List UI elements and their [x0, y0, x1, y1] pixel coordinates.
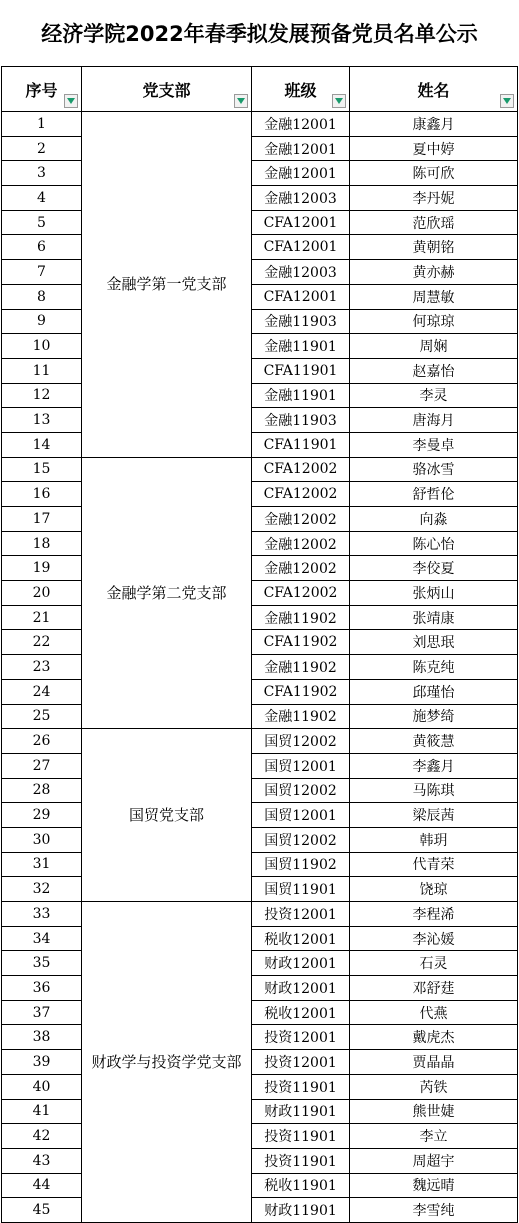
- cell-name[interactable]: 黄亦赫: [350, 260, 518, 285]
- cell-no[interactable]: 27: [2, 753, 82, 778]
- header-no: [2, 67, 82, 112]
- table-row: [2, 581, 518, 606]
- cell-class[interactable]: 国贸11902: [252, 852, 350, 877]
- cell-branch[interactable]: 财政学与投资学党支部: [82, 902, 252, 1223]
- table-row: [2, 852, 518, 877]
- cell-no[interactable]: 38: [2, 1025, 82, 1050]
- cell-name[interactable]: 李雪纯: [350, 1198, 518, 1223]
- cell-no[interactable]: 3: [2, 161, 82, 186]
- cell-no[interactable]: 23: [2, 655, 82, 680]
- table-row: [2, 161, 518, 186]
- cell-branch[interactable]: 国贸党支部: [82, 729, 252, 902]
- table-body: [2, 112, 518, 1223]
- cell-no[interactable]: 26: [2, 729, 82, 754]
- cell-name[interactable]: 饶琼: [350, 877, 518, 902]
- table-row: [2, 235, 518, 260]
- cell-class[interactable]: 投资12001: [252, 1050, 350, 1075]
- header-no-label: 序号: [25, 80, 58, 100]
- header-row: [2, 67, 518, 112]
- cell-no[interactable]: 37: [2, 1000, 82, 1025]
- cell-class[interactable]: 国贸12001: [252, 753, 350, 778]
- cell-name[interactable]: 施梦绮: [350, 704, 518, 729]
- cell-name[interactable]: 刘思珉: [350, 630, 518, 655]
- cell-class[interactable]: 财政12001: [252, 951, 350, 976]
- table-row: [2, 1074, 518, 1099]
- cell-class[interactable]: 投资11901: [252, 1074, 350, 1099]
- cell-no[interactable]: 44: [2, 1173, 82, 1198]
- cell-class[interactable]: 投资11901: [252, 1148, 350, 1173]
- cell-name[interactable]: 夏中婷: [350, 136, 518, 161]
- table-row: [2, 902, 518, 927]
- table-row: [2, 112, 518, 137]
- cell-class[interactable]: 金融11902: [252, 704, 350, 729]
- cell-class[interactable]: CFA12002: [252, 581, 350, 606]
- cell-class[interactable]: 金融12002: [252, 531, 350, 556]
- cell-class[interactable]: 国贸11901: [252, 877, 350, 902]
- cell-name[interactable]: 周超宇: [350, 1148, 518, 1173]
- cell-name[interactable]: 李佼夏: [350, 556, 518, 581]
- table-row: [2, 1173, 518, 1198]
- filter-dropdown-icon[interactable]: [234, 94, 248, 108]
- table-row: [2, 753, 518, 778]
- cell-class[interactable]: 国贸12002: [252, 729, 350, 754]
- cell-name[interactable]: 熊世婕: [350, 1099, 518, 1124]
- cell-class[interactable]: 投资12001: [252, 902, 350, 927]
- header-class-label: 班级: [284, 80, 317, 100]
- cell-name[interactable]: 黄朝铭: [350, 235, 518, 260]
- cell-name[interactable]: 陈心怡: [350, 531, 518, 556]
- cell-class[interactable]: CFA12002: [252, 457, 350, 482]
- cell-class[interactable]: 国贸12002: [252, 827, 350, 852]
- cell-no[interactable]: 9: [2, 309, 82, 334]
- table-row: [2, 1124, 518, 1149]
- cell-name[interactable]: 舒哲伦: [350, 482, 518, 507]
- cell-class[interactable]: 金融12001: [252, 112, 350, 137]
- cell-class[interactable]: 财政11901: [252, 1198, 350, 1223]
- cell-no[interactable]: 2: [2, 136, 82, 161]
- cell-no[interactable]: 25: [2, 704, 82, 729]
- cell-class[interactable]: CFA11902: [252, 679, 350, 704]
- table-row: [2, 432, 518, 457]
- cell-class[interactable]: CFA12001: [252, 235, 350, 260]
- cell-class[interactable]: 金融11903: [252, 408, 350, 433]
- cell-name[interactable]: 李灵: [350, 383, 518, 408]
- cell-name[interactable]: 魏远晴: [350, 1173, 518, 1198]
- cell-name[interactable]: 戴虎杰: [350, 1025, 518, 1050]
- header-name-label: 姓名: [417, 80, 450, 100]
- cell-no[interactable]: 28: [2, 778, 82, 803]
- cell-class[interactable]: 金融12003: [252, 260, 350, 285]
- cell-class[interactable]: 财政11901: [252, 1099, 350, 1124]
- cell-no[interactable]: 42: [2, 1124, 82, 1149]
- cell-no[interactable]: 13: [2, 408, 82, 433]
- cell-class[interactable]: 税收11901: [252, 1173, 350, 1198]
- table-row: [2, 827, 518, 852]
- filter-dropdown-icon[interactable]: [332, 94, 346, 108]
- header-branch: [82, 67, 252, 112]
- table-row: [2, 260, 518, 285]
- cell-class[interactable]: 财政12001: [252, 976, 350, 1001]
- table-row: [2, 1148, 518, 1173]
- cell-no[interactable]: 1: [2, 112, 82, 137]
- table-row: [2, 1025, 518, 1050]
- cell-class[interactable]: 税收12001: [252, 1000, 350, 1025]
- cell-no[interactable]: 20: [2, 581, 82, 606]
- table-row: [2, 186, 518, 211]
- cell-no[interactable]: 22: [2, 630, 82, 655]
- cell-name[interactable]: 韩玥: [350, 827, 518, 852]
- cell-class[interactable]: CFA11902: [252, 630, 350, 655]
- cell-name[interactable]: 唐海月: [350, 408, 518, 433]
- candidate-table: [1, 66, 518, 1223]
- cell-no[interactable]: 39: [2, 1050, 82, 1075]
- cell-name[interactable]: 康鑫月: [350, 112, 518, 137]
- cell-name[interactable]: 李立: [350, 1124, 518, 1149]
- cell-name[interactable]: 黄筱慧: [350, 729, 518, 754]
- cell-name[interactable]: 骆冰雪: [350, 457, 518, 482]
- cell-name[interactable]: 贾晶晶: [350, 1050, 518, 1075]
- cell-class[interactable]: 金融11902: [252, 605, 350, 630]
- table-row: [2, 729, 518, 754]
- cell-name[interactable]: 李沁媛: [350, 926, 518, 951]
- cell-class[interactable]: CFA12001: [252, 210, 350, 235]
- cell-no[interactable]: 8: [2, 284, 82, 309]
- cell-class[interactable]: 投资12001: [252, 1025, 350, 1050]
- cell-no[interactable]: 45: [2, 1198, 82, 1223]
- table-row: [2, 210, 518, 235]
- cell-no[interactable]: 16: [2, 482, 82, 507]
- cell-name[interactable]: 向淼: [350, 507, 518, 532]
- table-row: [2, 630, 518, 655]
- cell-name[interactable]: 陈克纯: [350, 655, 518, 680]
- cell-name[interactable]: 范欣瑶: [350, 210, 518, 235]
- cell-class[interactable]: 金融12002: [252, 507, 350, 532]
- cell-name[interactable]: 李程浠: [350, 902, 518, 927]
- cell-no[interactable]: 32: [2, 877, 82, 902]
- table-row: [2, 507, 518, 532]
- table-row: [2, 284, 518, 309]
- cell-no[interactable]: 15: [2, 457, 82, 482]
- table-row: [2, 704, 518, 729]
- cell-class[interactable]: 金融12002: [252, 556, 350, 581]
- page-title: 经济学院2022年春季拟发展预备党员名单公示: [41, 22, 478, 46]
- table-row: [2, 778, 518, 803]
- cell-no[interactable]: 30: [2, 827, 82, 852]
- table-row: [2, 1050, 518, 1075]
- table-row: [2, 1099, 518, 1124]
- table-row: [2, 605, 518, 630]
- cell-name[interactable]: 邓舒莛: [350, 976, 518, 1001]
- table-row: [2, 334, 518, 359]
- table-row: [2, 408, 518, 433]
- cell-name[interactable]: 张靖康: [350, 605, 518, 630]
- cell-no[interactable]: 35: [2, 951, 82, 976]
- cell-name[interactable]: 张炳山: [350, 581, 518, 606]
- cell-class[interactable]: CFA12002: [252, 482, 350, 507]
- cell-name[interactable]: 梁辰茜: [350, 803, 518, 828]
- cell-no[interactable]: 12: [2, 383, 82, 408]
- cell-class[interactable]: 金融12003: [252, 186, 350, 211]
- table-row: [2, 383, 518, 408]
- cell-class[interactable]: 投资11901: [252, 1124, 350, 1149]
- header-name: [350, 67, 518, 112]
- cell-class[interactable]: CFA11901: [252, 358, 350, 383]
- cell-no[interactable]: 43: [2, 1148, 82, 1173]
- header-class: [252, 67, 350, 112]
- cell-class[interactable]: 国贸12002: [252, 778, 350, 803]
- table-row: [2, 1198, 518, 1223]
- table-row: [2, 309, 518, 334]
- cell-no[interactable]: 24: [2, 679, 82, 704]
- cell-no[interactable]: 21: [2, 605, 82, 630]
- cell-name[interactable]: 李鑫月: [350, 753, 518, 778]
- cell-class[interactable]: 金融12001: [252, 136, 350, 161]
- cell-class[interactable]: 金融11903: [252, 309, 350, 334]
- cell-no[interactable]: 18: [2, 531, 82, 556]
- cell-class[interactable]: 税收12001: [252, 926, 350, 951]
- cell-class[interactable]: 金融12001: [252, 161, 350, 186]
- cell-no[interactable]: 31: [2, 852, 82, 877]
- cell-no[interactable]: 11: [2, 358, 82, 383]
- table-row: [2, 926, 518, 951]
- cell-name[interactable]: 赵嘉怡: [350, 358, 518, 383]
- cell-no[interactable]: 33: [2, 902, 82, 927]
- table-row: [2, 556, 518, 581]
- cell-no[interactable]: 29: [2, 803, 82, 828]
- cell-name[interactable]: 周慧敏: [350, 284, 518, 309]
- table-row: [2, 877, 518, 902]
- cell-class[interactable]: 金融11902: [252, 655, 350, 680]
- cell-no[interactable]: 5: [2, 210, 82, 235]
- table-row: [2, 1000, 518, 1025]
- cell-name[interactable]: 马陈琪: [350, 778, 518, 803]
- table-row: [2, 531, 518, 556]
- cell-class[interactable]: 国贸12001: [252, 803, 350, 828]
- cell-no[interactable]: 41: [2, 1099, 82, 1124]
- cell-class[interactable]: CFA11901: [252, 432, 350, 457]
- table-row: [2, 951, 518, 976]
- cell-no[interactable]: 17: [2, 507, 82, 532]
- cell-no[interactable]: 4: [2, 186, 82, 211]
- cell-name[interactable]: 李丹妮: [350, 186, 518, 211]
- table-row: [2, 803, 518, 828]
- table-row: [2, 976, 518, 1001]
- cell-name[interactable]: 李曼卓: [350, 432, 518, 457]
- table-row: [2, 655, 518, 680]
- filter-dropdown-icon[interactable]: [64, 94, 78, 108]
- cell-name[interactable]: 石灵: [350, 951, 518, 976]
- cell-name[interactable]: 何琼琼: [350, 309, 518, 334]
- table-row: [2, 482, 518, 507]
- cell-no[interactable]: 19: [2, 556, 82, 581]
- cell-no[interactable]: 14: [2, 432, 82, 457]
- cell-name[interactable]: 周娴: [350, 334, 518, 359]
- cell-class[interactable]: 金融11901: [252, 334, 350, 359]
- cell-no[interactable]: 10: [2, 334, 82, 359]
- header-branch-label: 党支部: [142, 80, 191, 100]
- filter-dropdown-icon[interactable]: [500, 94, 514, 108]
- cell-name[interactable]: 代青荣: [350, 852, 518, 877]
- cell-name[interactable]: 代燕: [350, 1000, 518, 1025]
- cell-no[interactable]: 6: [2, 235, 82, 260]
- table-row: [2, 457, 518, 482]
- cell-name[interactable]: 邱瑾怡: [350, 679, 518, 704]
- cell-name[interactable]: 陈可欣: [350, 161, 518, 186]
- cell-class[interactable]: CFA12001: [252, 284, 350, 309]
- cell-name[interactable]: 芮铁: [350, 1074, 518, 1099]
- cell-branch[interactable]: 金融学第一党支部: [82, 112, 252, 458]
- table-row: [2, 136, 518, 161]
- cell-no[interactable]: 36: [2, 976, 82, 1001]
- table-row: [2, 679, 518, 704]
- table-row: [2, 358, 518, 383]
- cell-no[interactable]: 7: [2, 260, 82, 285]
- cell-class[interactable]: 金融11901: [252, 383, 350, 408]
- cell-no[interactable]: 40: [2, 1074, 82, 1099]
- cell-no[interactable]: 34: [2, 926, 82, 951]
- cell-branch[interactable]: 金融学第二党支部: [82, 457, 252, 729]
